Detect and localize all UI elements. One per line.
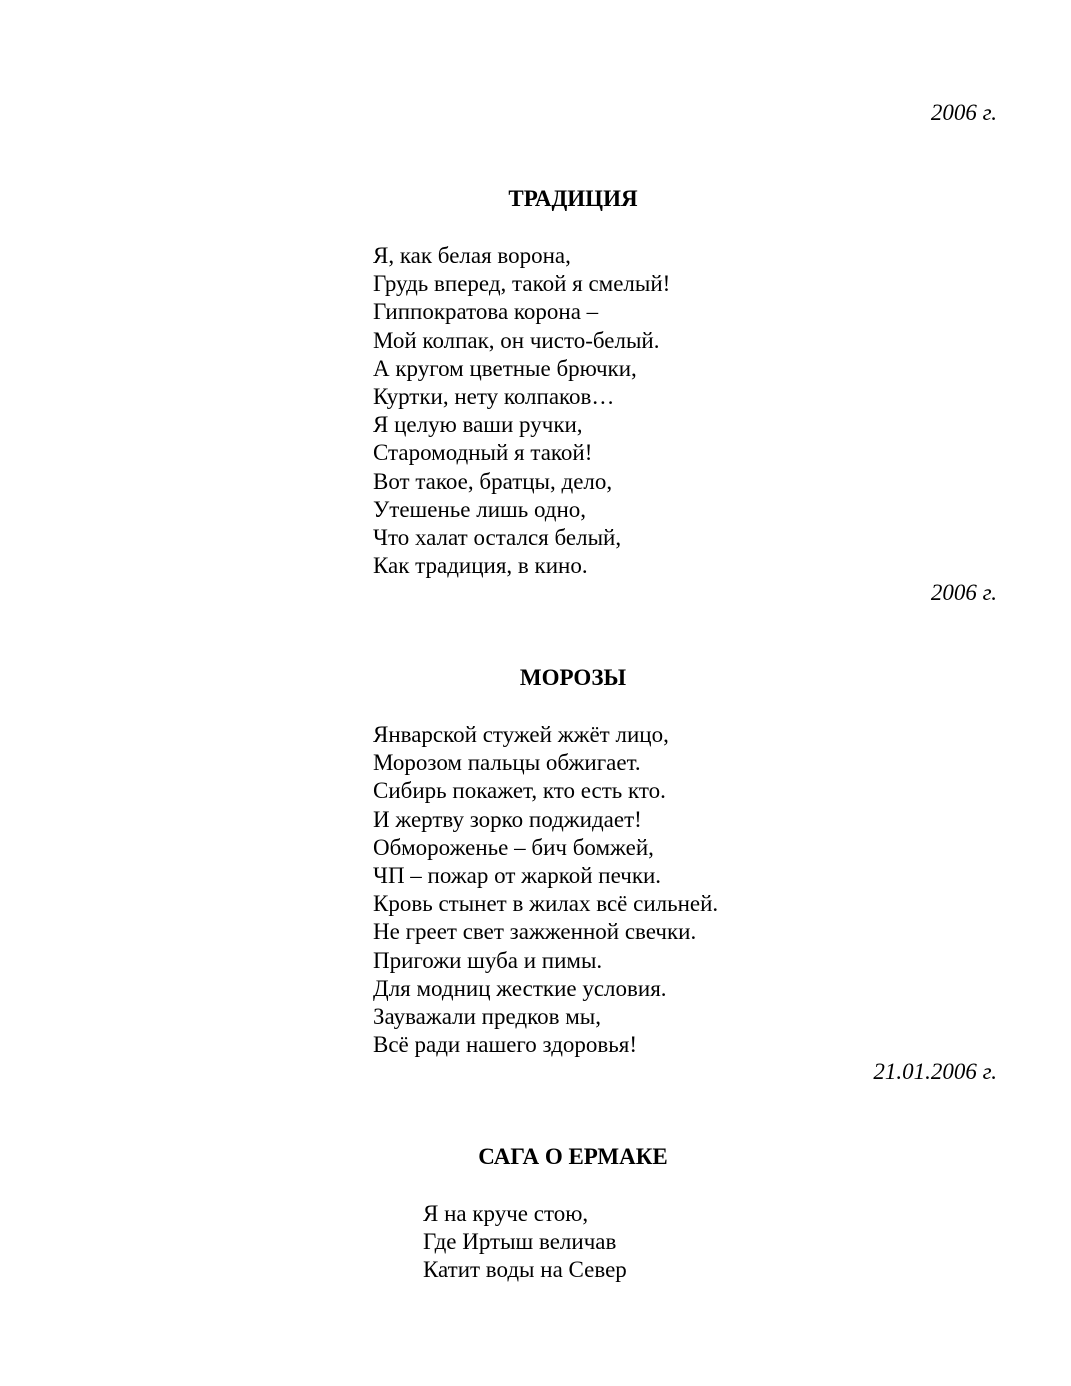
poem-line: А кругом цветные брючки, xyxy=(373,355,637,381)
poem-line: Куртки, нету колпаков… xyxy=(373,383,615,409)
poem-body-ermak-saga xyxy=(423,1200,627,1285)
poem-title-tradition: ТРАДИЦИЯ xyxy=(508,186,638,211)
poem-line: Мой колпак, он чисто-белый. xyxy=(373,327,660,353)
poem-line: Где Иртыш величав xyxy=(423,1229,617,1255)
poem-line: Для модниц жесткие условия. xyxy=(373,975,667,1001)
poem-line: Сибирь покажет, кто есть кто. xyxy=(373,778,666,804)
poem-line: Зауважали предков мы, xyxy=(373,1003,601,1029)
poem-body-frosts xyxy=(373,721,718,1059)
poem-body-tradition xyxy=(373,242,670,580)
poem-line: Грудь вперед, такой я смелый! xyxy=(373,271,671,297)
poem-title-frosts: МОРОЗЫ xyxy=(519,665,627,690)
poem-line: Кровь стынет в жилах всё сильней. xyxy=(373,891,719,917)
poem-line: Как традиция, в кино. xyxy=(373,553,588,579)
poem-line: Я целую ваши ручки, xyxy=(373,412,583,438)
poem-line: Утешенье лишь одно, xyxy=(373,496,587,522)
poem-line: Я, как белая ворона, xyxy=(373,243,571,268)
top-date: 2006 г. xyxy=(930,100,997,125)
poem-line: Пригожи шуба и пимы. xyxy=(373,947,603,973)
poem-line: Всё ради нашего здоровья! xyxy=(373,1032,637,1058)
poem-line: Морозом пальцы обжигает. xyxy=(373,750,641,776)
poem-line: Гиппократова корона – xyxy=(373,299,599,325)
poem-title-ermak-saga: САГА О ЕРМАКЕ xyxy=(478,1144,668,1169)
poem-line: И жертву зорко поджидает! xyxy=(373,806,642,832)
poem-line: Январской стужей жжёт лицо, xyxy=(373,722,669,747)
poem-date-frosts: 21.01.2006 г. xyxy=(873,1059,997,1084)
poem-line: Я на круче стою, xyxy=(423,1201,589,1226)
poem-line: Старомодный я такой! xyxy=(373,440,593,466)
poem-line: ЧП – пожар от жаркой печки. xyxy=(373,862,662,888)
poem-date-tradition: 2006 г. xyxy=(930,580,997,605)
poem-line: Катит воды на Север xyxy=(423,1257,627,1283)
poem-line: Вот такое, братцы, дело, xyxy=(373,468,613,494)
poem-line: Обмороженье – бич бомжей, xyxy=(373,834,654,860)
poem-line: Не греет свет зажженной свечки. xyxy=(373,919,697,945)
poem-line: Что халат остался белый, xyxy=(373,524,622,550)
